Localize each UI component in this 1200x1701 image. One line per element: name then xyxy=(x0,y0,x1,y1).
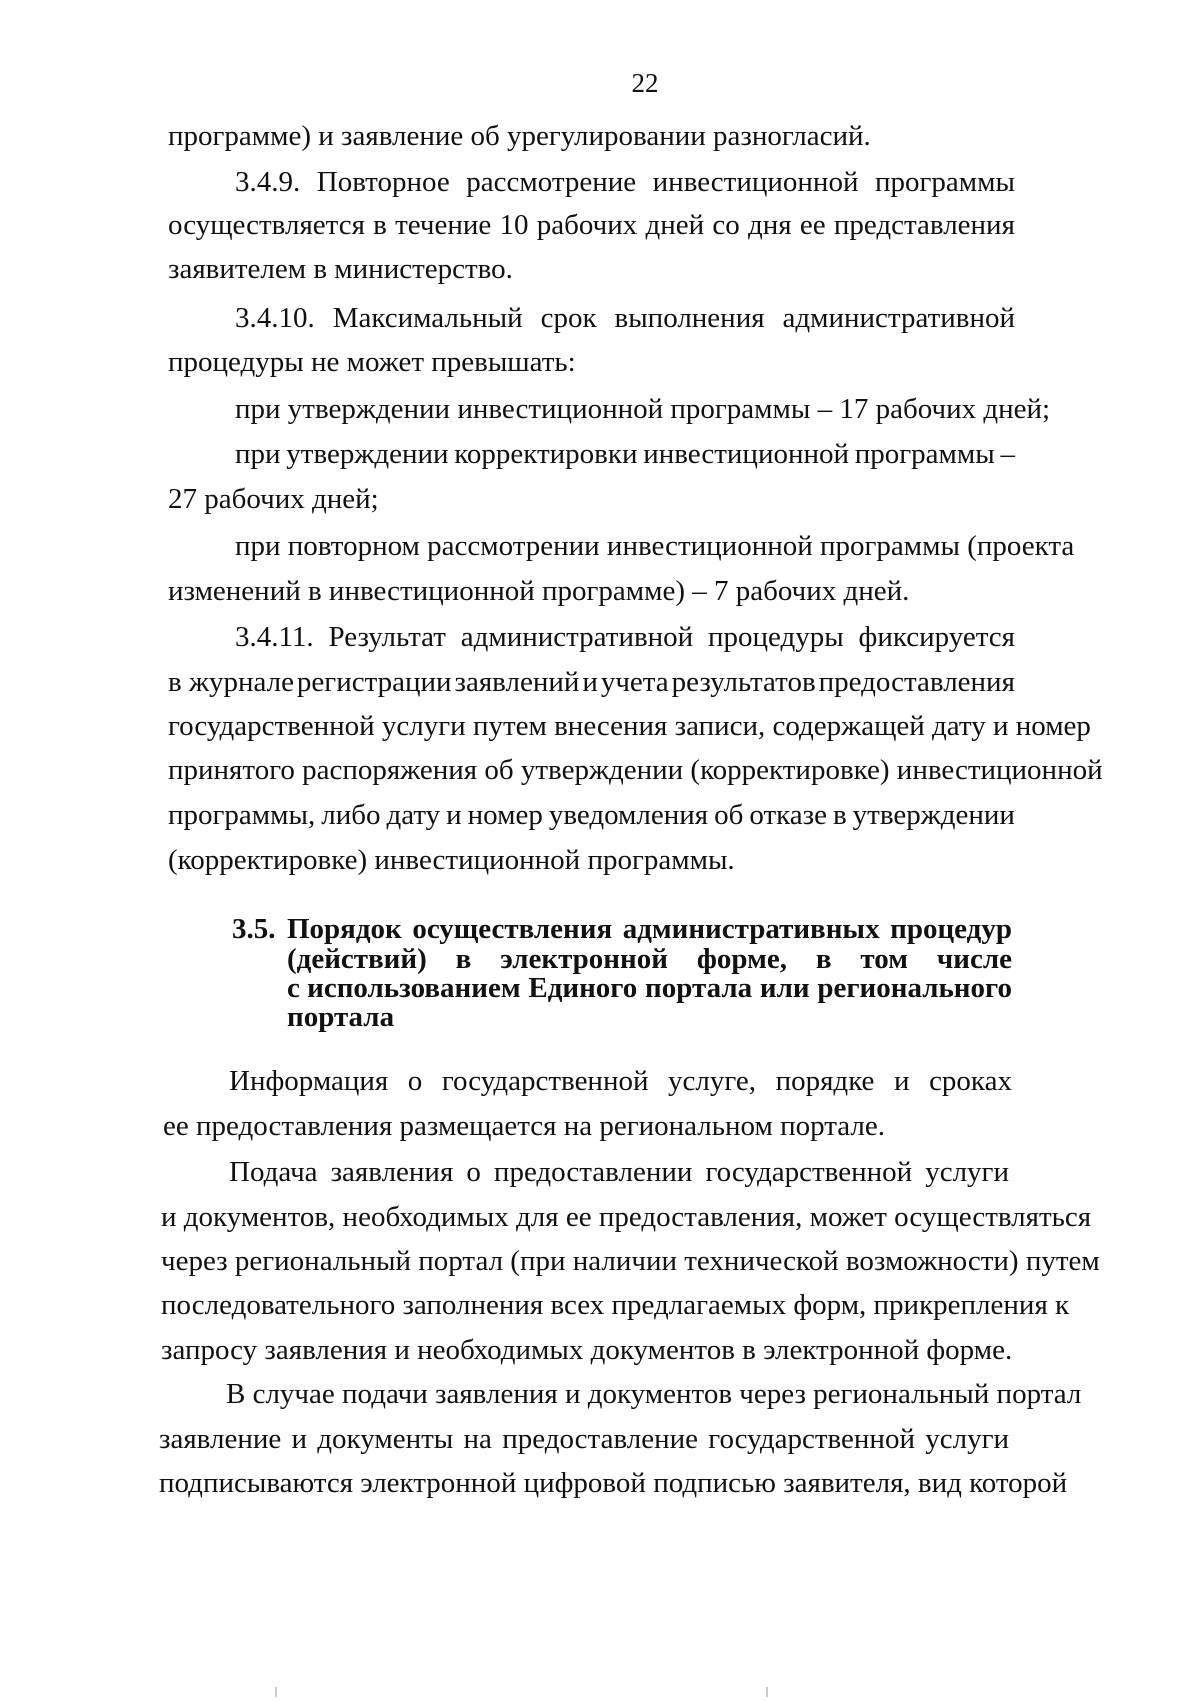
word: процедур xyxy=(890,913,1012,945)
word: программы, xyxy=(168,799,316,831)
word: утверждении xyxy=(286,438,449,470)
word: предоставление xyxy=(502,1423,699,1455)
word: Единого xyxy=(528,972,638,1004)
word: о xyxy=(466,1156,481,1188)
word: том xyxy=(860,943,908,975)
word: о xyxy=(407,1065,423,1097)
word: рабочих xyxy=(536,209,638,241)
word: портала xyxy=(645,972,753,1004)
section-heading-line xyxy=(287,972,1012,1004)
word: документы xyxy=(317,1423,454,1455)
section-heading-line xyxy=(287,913,1012,945)
word: заявления xyxy=(330,1156,454,1188)
word: Повторное xyxy=(316,166,450,198)
word: государственной xyxy=(708,1423,915,1455)
text-line-justified xyxy=(229,1061,1012,1101)
word: порядке xyxy=(775,1065,875,1097)
word: услуги xyxy=(925,1423,1009,1455)
section-heading-line xyxy=(287,943,1012,975)
word: Подача xyxy=(229,1156,318,1188)
word: государственной xyxy=(705,1156,913,1188)
word: номер xyxy=(467,799,543,831)
text-line: при утверждении инвестиционной программы – 17 рабочих дней; xyxy=(235,393,1051,425)
word: дней xyxy=(645,209,705,241)
word: результатов xyxy=(671,666,816,698)
word: программы xyxy=(854,438,995,470)
text-line-justified xyxy=(235,298,1015,338)
word: государственной xyxy=(441,1065,649,1097)
word: регистрации xyxy=(296,666,452,698)
text-line-justified xyxy=(168,662,1015,702)
text-line: последовательного заполнения всех предлагаемых форм, прикрепления к xyxy=(161,1289,1070,1321)
word: административной xyxy=(460,621,694,653)
word: электронной xyxy=(500,943,668,975)
word: рассмотрение xyxy=(466,166,637,198)
word: 10 xyxy=(499,209,529,241)
word: в xyxy=(815,943,832,975)
word: на xyxy=(463,1423,492,1455)
text-line: процедуры не может превышать: xyxy=(168,346,576,378)
text-line-justified xyxy=(235,617,1015,657)
text-line: (корректировке) инвестиционной программы. xyxy=(168,844,735,876)
word: заявлений xyxy=(454,666,580,698)
text-line-justified xyxy=(168,205,1015,245)
text-line: В случае подачи заявления и документов через региональный портал xyxy=(226,1378,1082,1410)
text-line: при повторном рассмотрении инвестиционной программы (проекта xyxy=(235,530,1075,562)
word: Результат xyxy=(328,621,446,653)
word: и xyxy=(446,799,462,831)
text-line-justified xyxy=(168,795,1015,835)
word: Максимальный xyxy=(332,302,523,334)
word: предоставления xyxy=(818,666,1015,698)
word: дату xyxy=(386,799,441,831)
word: учета xyxy=(600,666,669,698)
text-line-justified xyxy=(235,434,1015,474)
word: либо xyxy=(321,799,381,831)
word: 3.4.10. xyxy=(235,302,315,334)
word: инвестиционной xyxy=(643,438,850,470)
scan-artifact xyxy=(766,1687,768,1697)
word: об xyxy=(714,799,744,831)
word: осуществления xyxy=(412,913,613,945)
word: со xyxy=(712,209,740,241)
word: 3.4.9. xyxy=(235,166,301,198)
word: с использованием xyxy=(287,972,521,1004)
word: утверждении xyxy=(852,799,1015,831)
text-line: подписываются электронной цифровой подписью заявителя, вид которой xyxy=(159,1467,1068,1499)
text-line: ее предоставления размещается на региональном портале. xyxy=(163,1110,885,1142)
word: 3.4.11. xyxy=(235,621,314,653)
word: ее xyxy=(799,209,826,241)
word: административной xyxy=(782,302,1015,334)
word: услуге, xyxy=(668,1065,757,1097)
text-line: программе) и заявление об урегулировании разногласий. xyxy=(168,120,871,152)
word: услуги xyxy=(925,1156,1009,1188)
text-line-justified xyxy=(235,162,1015,202)
word: – xyxy=(1000,438,1015,470)
text-line: государственной услуги путем внесения записи, содержащей дату и номер xyxy=(168,710,1091,742)
word: фиксируется xyxy=(858,621,1015,653)
word: осуществляется xyxy=(168,209,365,241)
section-heading-line: портала xyxy=(287,1001,395,1033)
word: предоставлении xyxy=(493,1156,693,1188)
text-line: через региональный портал (при наличии технической возможности) путем xyxy=(161,1245,1100,1277)
section-number: 3.5. xyxy=(232,913,276,945)
word: программы xyxy=(875,166,1015,198)
text-line: изменений в инвестиционной программе) – 7 рабочих дней. xyxy=(168,575,910,607)
text-line: запросу заявления и необходимых документов в электронной форме. xyxy=(161,1334,1013,1366)
word: Информация xyxy=(229,1065,389,1097)
text-line: принятого распоряжения об утверждении (корректировке) инвестиционной xyxy=(168,754,1103,786)
word: в xyxy=(373,209,387,241)
word: течение xyxy=(395,209,492,241)
text-line-justified xyxy=(229,1152,1009,1192)
word: сроках xyxy=(929,1065,1012,1097)
word: дня xyxy=(748,209,792,241)
word: инвестиционной xyxy=(652,166,859,198)
word: выполнения xyxy=(614,302,765,334)
word: Порядок xyxy=(287,913,402,945)
word: процедуры xyxy=(707,621,844,653)
text-line-justified xyxy=(159,1419,1009,1459)
word: в журнале xyxy=(168,666,294,698)
word: (действий) xyxy=(287,943,427,975)
word: срок xyxy=(540,302,597,334)
word: административных xyxy=(622,913,880,945)
word: регионального xyxy=(817,972,1012,1004)
word: заявление xyxy=(159,1423,282,1455)
word: и xyxy=(893,1065,910,1097)
word: форме, xyxy=(696,943,787,975)
scan-artifact xyxy=(275,1687,277,1697)
word: корректировки xyxy=(454,438,638,470)
word: при xyxy=(235,438,281,470)
word: отказе xyxy=(749,799,827,831)
word: в xyxy=(832,799,847,831)
text-line: 27 рабочих дней; xyxy=(168,483,379,515)
word: в xyxy=(455,943,472,975)
word: и xyxy=(291,1423,308,1455)
word: числе xyxy=(936,943,1012,975)
word: уведомления xyxy=(548,799,709,831)
text-line: и документов, необходимых для ее предоставления, может осуществляться xyxy=(161,1201,1092,1233)
page-number: 22 xyxy=(631,68,659,98)
word: и xyxy=(582,666,598,698)
word: или xyxy=(759,972,810,1004)
text-line: заявителем в министерство. xyxy=(168,253,513,285)
word: представления xyxy=(833,209,1015,241)
